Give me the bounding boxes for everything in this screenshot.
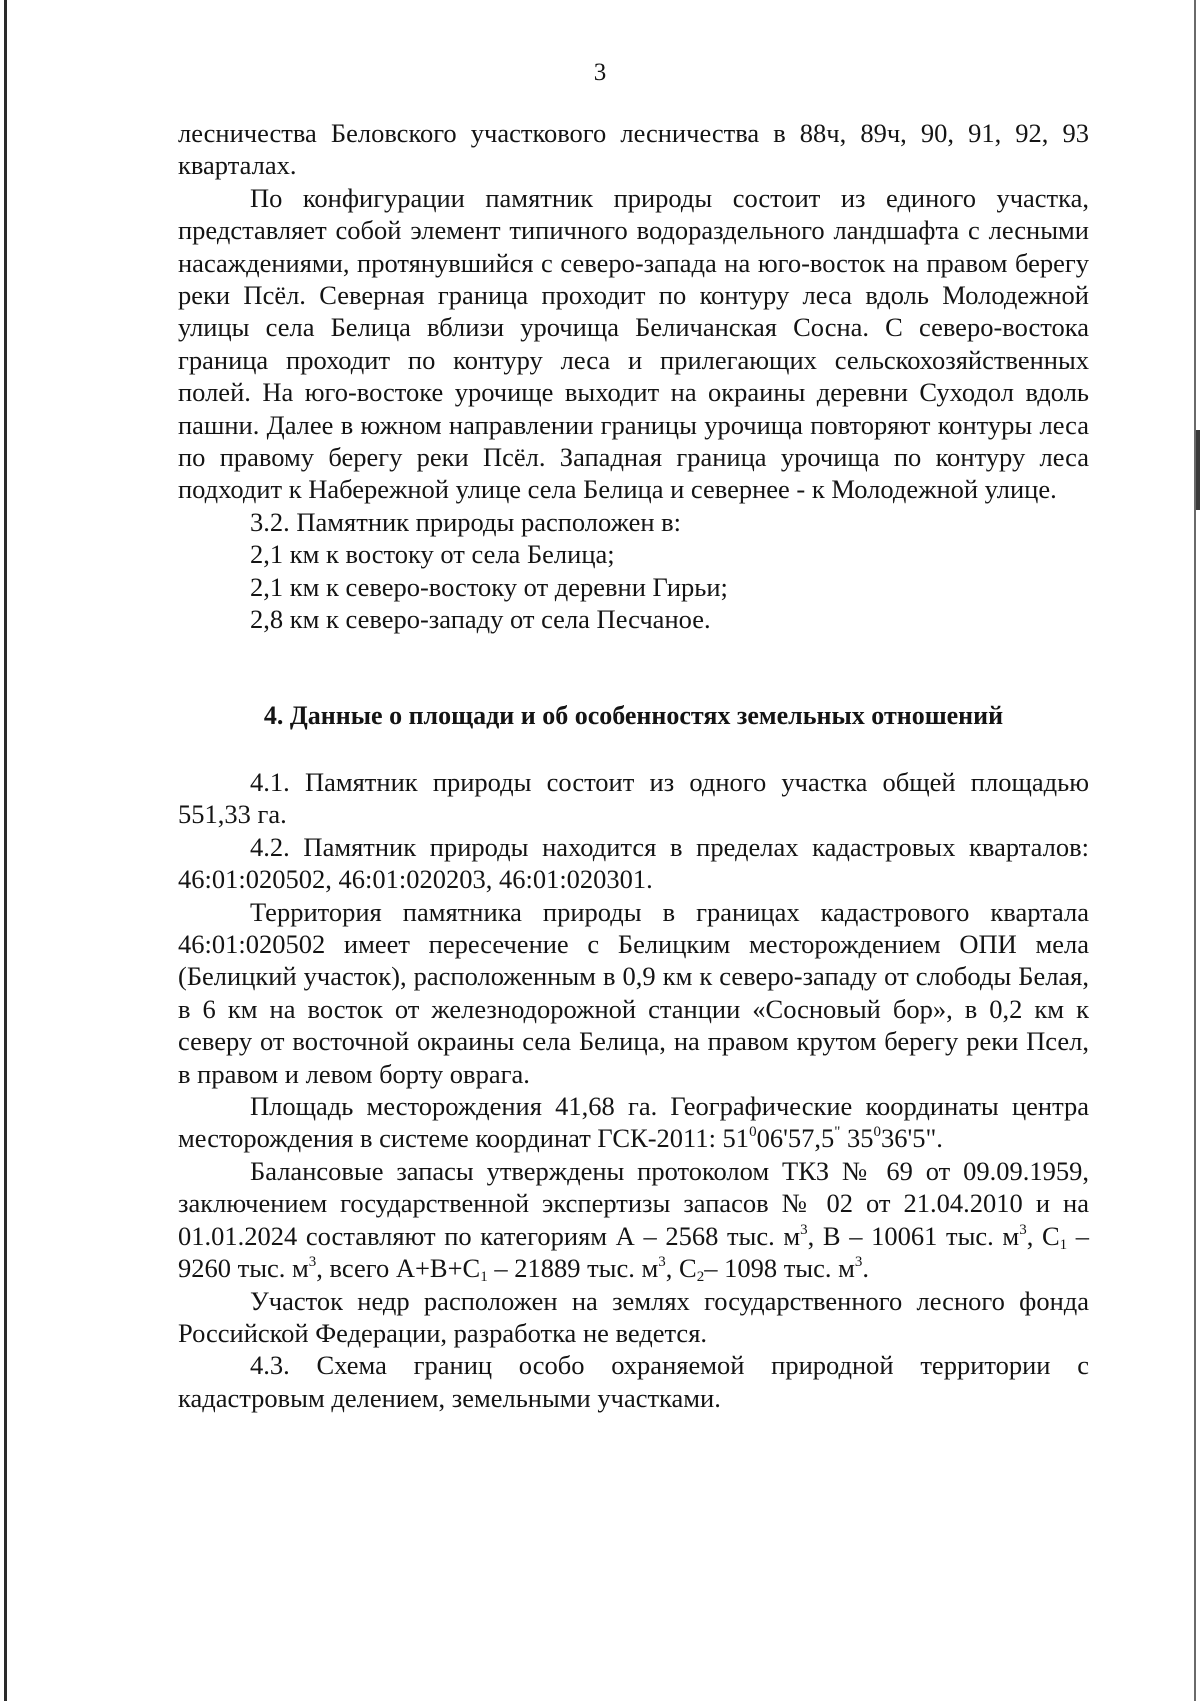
location-item-1: 2,1 км к востоку от села Белица; <box>250 539 615 570</box>
section-3-text <box>178 117 1089 636</box>
scan-edge-left <box>4 0 7 1701</box>
paragraph-location-intro: 3.2. Памятник природы расположен в: <box>250 506 682 537</box>
scan-edge-mark <box>1196 430 1200 510</box>
page-number: 3 <box>593 59 607 86</box>
section-4-heading: 4. Данные о площади и об особенностях земельных отношений <box>263 701 1004 730</box>
paragraph-subsoil: Участок недр расположен на землях государственного лесного фонда Российской Федерации, разработка не ведется. <box>178 1285 1089 1348</box>
section-4-text <box>178 766 1089 1414</box>
paragraph-deposit-area: Площадь месторождения 41,68 га. Географические координаты центра месторождения в системе координат ГСК-2011: $51^006'57,5^"$ $35^036'5$". <box>178 1091 1089 1154</box>
scan-edge-right <box>1194 0 1196 1701</box>
paragraph-4-1: 4.1. Памятник природы состоит из одного участка общей площадью 551,33 га. <box>178 767 1089 830</box>
location-item-3: 2,8 км к северо-западу от села Песчаное. <box>250 604 711 635</box>
paragraph-continuation: лесничества Беловского участкового лесничества в 88ч, 89ч, 90, 91, 92, 93 кварталах. <box>178 118 1089 181</box>
paragraph-4-3: 4.3. Схема границ особо охраняемой природной территории с кадастровым делением, земельными участками. <box>178 1350 1089 1413</box>
paragraph-reserves: Балансовые запасы утверждены протоколом ТКЗ № 69 от 09.09.1959, заключением государственной экспертизы запасов № 02 от 21.04.2010 и на 01.01.2024 составляют по категориям А – 2568 тыс. $м^3$, В – 10061 тыс. $м^3$, $С_1 - 9260$ тыс. $м^3$, всего $А+В+С_1 - 21889$ тыс. $м^3$, $С_2-$ 1098 тыс. $м^3$. <box>178 1155 1090 1286</box>
paragraph-configuration: По конфигурации памятник природы состоит из единого участка, представляет собой элемент типичного водораздельного ландшафта с лесными насаждениями, протянувшийся с северо-запада на юго-восток на правом берегу реки Псёл. Северная граница проходит по контуру леса вдоль Молодежной улицы села Белица вблизи урочища Беличанская Сосна. С северо-востока граница проходит по контуру леса и прилегающих сельскохозяйственных полей. На юго-востоке урочище выходит на окраины деревни Суходол вдоль пашни. Далее в южном направлении границы урочища повторяют контуры леса по правому берегу реки Псёл. Западная граница урочища по контуру леса подходит к Набережной улице села Белица и севернее - к Молодежной улице. <box>178 182 1089 505</box>
location-item-2: 2,1 км к северо-востоку от деревни Гирьи; <box>250 571 728 602</box>
paragraph-territory: Территория памятника природы в границах кадастрового квартала 46:01:020502 имеет пересечение с Белицким месторождением ОПИ мела (Белицкий участок), расположенным в 0,9 км к северо-западу от слободы Белая, в 6 км на восток от железнодорожной станции «Сосновый бор», в 0,2 км к северу от восточной окраины села Белица, на правом крутом берегу реки Псел, в правом и левом борту оврага. <box>178 896 1089 1089</box>
paragraph-4-2: 4.2. Памятник природы находится в пределах кадастровых кварталов: 46:01:020502, 46:01:020203, 46:01:020301. <box>178 831 1089 895</box>
